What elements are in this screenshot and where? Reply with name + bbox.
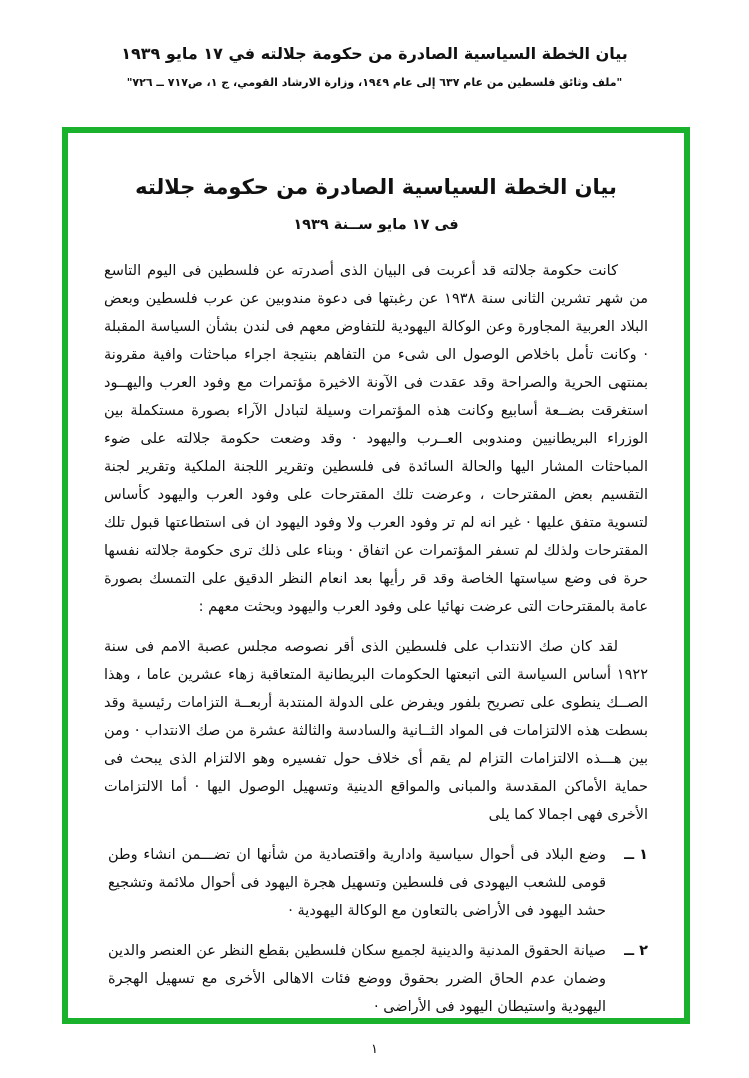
document-title: بيان الخطة السياسية الصادرة من حكومة جلالته xyxy=(135,175,617,199)
list-item-text: وضع البلاد فى أحوال سياسية وادارية واقتصادية من شأنها ان تضـــمن انشاء وطن قومى للشعب اليهودى فى فلسطين وتسهيل هجرة اليهود فى أحوال ملائمة وتشجيع حشد اليهود فى الأراضى بالتعاون مع الوكالة اليهودية · xyxy=(108,847,606,919)
list-item xyxy=(104,937,648,1021)
paragraph-mandate: لقد كان صك الانتداب على فلسطين الذى أقر نصوصه مجلس عصبة الامم فى سنة ١٩٢٢ أساس السياسة التى اتبعتها الحكومات البريطانية المتعاقبة زهاء عشرين عاما ، وهذا الصــك ينطوى على تصريح بلفور ويفرض على الدولة المنتدبة أربعــة التزامات رئيسية وقد بسطت هذه الالتزامات فى المواد الثــانية والسادسة والثالثة عشرة من صك الانتداب · ومن بين هـــذه الالتزامات التزام لم يقم أى خلاف حول تفسيره وهو الالتزام الذى يبحث فى حماية الأماكن المقدسة والمبانى والمواقع الدينية وتسهيل الوصول اليها · أما الالتزامات الأخرى فهى اجمالا كما يلى xyxy=(104,639,648,823)
page-header-source-citation: "ملف وثائق فلسطين من عام ٦٣٧ إلى عام ١٩٤٩، وزارة الارشاد القومي، ج ١، ص٧١٧ ــ ٧٢٦" xyxy=(126,76,623,89)
paragraph-introduction: كانت حكومة جلالته قد أعربت فى البيان الذى أصدرته عن فلسطين فى اليوم التاسع من شهر تشرين الثانى سنة ١٩٣٨ عن رغبتها فى دعوة مندوبين عن عرب فلسطين وبعض البلاد العربية المجاورة وعن الوكالة اليهودية للتفاوض معهم فى لندن بشأن السياسة المقبلة · وكانت تأمل باخلاص الوصول الى شىء من التفاهم بنتيجة اجراء مباحثات وافية مقرونة بمنتهى الحرية والصراحة وقد عقدت فى الآونة الاخيرة مؤتمرات مع وفود العرب واليهــود استغرقت بضــعة أسابيع وكانت هذه المؤتمرات وسيلة لتبادل الآراء بصورة مستكملة بين الوزراء البريطانيين ومندوبى العــرب واليهود · وقد وضعت حكومة جلالته على ضوء المباحثات المشار اليها والحالة السائدة فى فلسطين وتقرير اللجنة الملكية وتقرير لجنة التقسيم بعض المقترحات ، وعرضت تلك المقترحات على وفود العرب واليهود كأساس لتسوية متفق عليها · غير انه لم تر وفود العرب ولا وفود اليهود ان فى استطاعتها قبول تلك المقترحات ولذلك لم تسفر المؤتمرات عن اتفاق · وبناء على ذلك ترى حكومة جلالته نفسها حرة فى وضع سياستها الخاصة وقد قر رأيها بعد انعام النظر الدقيق على التمسك بصورة عامة بالمقترحات التى عرضت نهائيا على وفود العرب واليهود وبحثت معهم : xyxy=(104,263,649,615)
page-header-title: بيان الخطة السياسية الصادرة من حكومة جلالته في ١٧ مايو ١٩٣٩ xyxy=(121,44,628,63)
list-item-number: ١ ــ xyxy=(624,847,648,863)
page-number: ١ xyxy=(371,1042,378,1057)
list-item-text: صيانة الحقوق المدنية والدينية لجميع سكان فلسطين بقطع النظر عن العنصر والدين وضمان عدم الحاق الضرر بحقوق ووضع فئات الاهالى الأخرى مع تسهيل الهجرة اليهودية واستيطان اليهود فى الأراضى · xyxy=(108,943,606,1015)
document-frame xyxy=(62,127,690,1024)
list-item-number: ٢ ــ xyxy=(624,943,648,959)
list-item xyxy=(104,841,648,925)
document-subtitle-date: فى ١٧ مايو ســنة ١٩٣٩ xyxy=(293,217,459,233)
page-header xyxy=(0,0,749,89)
obligations-list xyxy=(104,841,648,1021)
